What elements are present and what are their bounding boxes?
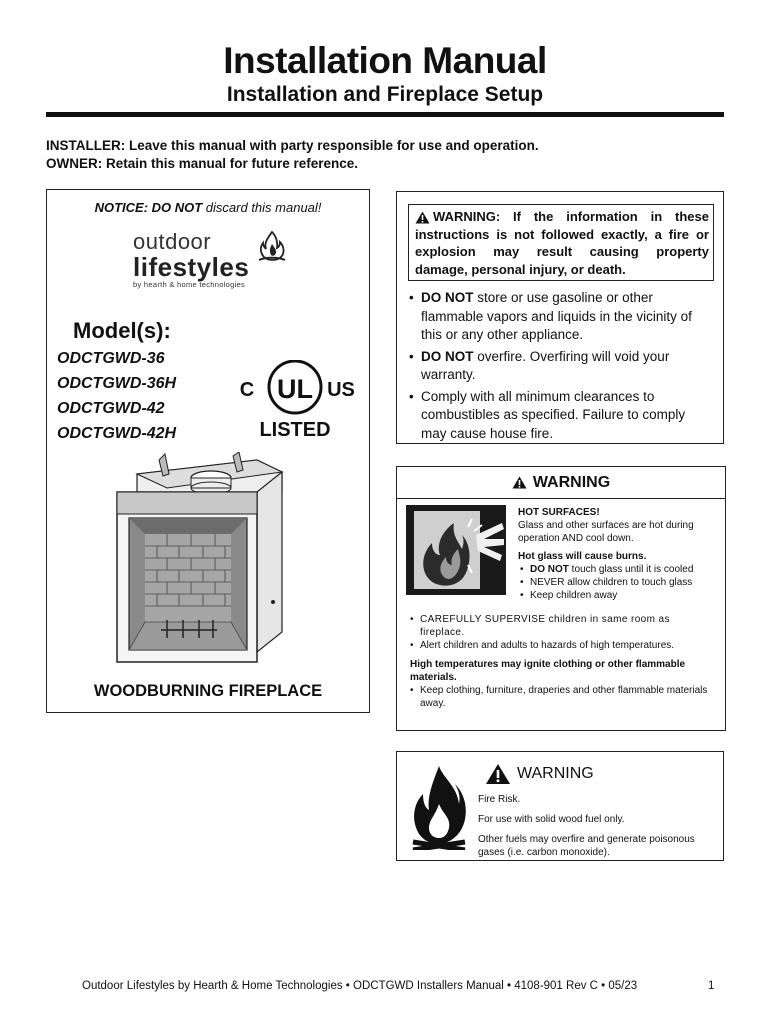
list-item: • Alert children and adults to hazards of high temperatures.	[410, 639, 714, 652]
list-item-text: touch glass until it is cooled	[568, 564, 694, 575]
warning-header	[397, 467, 725, 499]
outdoor-lifestyles-logo	[133, 230, 293, 289]
list-item-text: store or use gasoline or other flammable vapors and liquids in the vicinity of this or any other appliance.	[421, 290, 692, 342]
installer-notes	[46, 137, 539, 173]
model-item: ODCTGWD-36	[57, 350, 165, 367]
list-item: • Keep clothing, furniture, draperies and other flammable materials away.	[410, 684, 714, 710]
page-footer: Outdoor Lifestyles by Hearth & Home Technologies • ODCTGWD Installers Manual • 4108-901 Rev C • 05/23	[82, 980, 638, 992]
list-item-bold: DO NOT	[530, 564, 569, 575]
list-item	[407, 348, 713, 385]
overfire-line: Other fuels may overfire and generate poisonous gases (i.e. carbon monoxide).	[478, 834, 695, 858]
logo-lifestyles: lifestyles	[133, 252, 250, 282]
list-item-text: overfire. Overfiring will void your warranty.	[421, 348, 670, 382]
owner-line: OWNER: Retain this manual for future reference.	[46, 156, 359, 171]
warning-header	[485, 761, 594, 787]
warning-header-text: WARNING	[517, 765, 594, 782]
fuel-line: For use with solid wood fuel only.	[478, 814, 625, 825]
ul-listed: LISTED	[259, 419, 331, 440]
ul-us: US	[327, 379, 355, 401]
list-item	[518, 589, 718, 602]
warning-box-fire-risk	[396, 751, 724, 861]
hot-glass-title: Hot glass will cause burns.	[518, 551, 647, 562]
model-panel	[46, 189, 370, 713]
page-title: Installation Manual	[223, 40, 547, 81]
ul-mark: UL	[277, 374, 313, 404]
model-item: ODCTGWD-42	[57, 400, 165, 417]
warning-list	[407, 289, 713, 446]
logo-outdoor: outdoor	[133, 229, 212, 254]
ul-c: C	[239, 379, 255, 401]
page-subtitle: Installation and Fireplace Setup	[226, 83, 544, 106]
list-item-bold: DO NOT	[421, 290, 474, 305]
warning-box-fire-explosion	[396, 191, 724, 444]
warning-header-text: WARNING	[532, 474, 611, 491]
list-item	[518, 576, 718, 589]
warning-heading-text: WARNING: If the information in these instructions is not followed exactly, a fire or explosion may result causing property damage, personal injury, or death.	[415, 209, 709, 277]
list-item: • CAREFULLY SUPERVISE children in same room as fireplace.	[410, 613, 714, 639]
precautions-list	[410, 613, 714, 652]
warning-box-hot-surfaces	[396, 466, 726, 731]
hot-surfaces-title: HOT SURFACES!	[518, 507, 600, 518]
warning-heading-box	[408, 204, 714, 281]
hot-surfaces-text	[518, 506, 718, 602]
high-temp-warning: High temperatures may ignite clothing or other flammable materials.	[410, 659, 686, 683]
logo-byline: by hearth & home technologies	[133, 280, 246, 289]
list-item-text: NEVER allow children to touch glass	[530, 577, 693, 588]
hot-glass-list	[518, 563, 718, 602]
fire-icon	[409, 764, 469, 850]
flame-logo-icon	[255, 230, 289, 264]
list-item	[407, 289, 713, 345]
hot-glass-hand-icon	[406, 505, 506, 595]
models-title: Model(s):	[73, 318, 171, 343]
installer-line: INSTALLER: Leave this manual with party responsible for use and operation.	[46, 138, 539, 153]
list-item	[518, 563, 718, 576]
fire-risk-line: Fire Risk.	[478, 794, 521, 805]
list-item-bold: DO NOT	[421, 348, 474, 364]
fireplace-caption: WOODBURNING FIREPLACE	[93, 682, 323, 700]
hot-surfaces-precautions	[410, 613, 714, 710]
hot-surfaces-desc: Glass and other surfaces are hot during operation AND cool down.	[518, 520, 694, 544]
fireplace-illustration	[107, 452, 307, 666]
notice-bold: NOTICE: DO NOT	[94, 200, 203, 215]
precautions-list-2	[410, 684, 714, 710]
list-item-text: Keep children away	[530, 590, 618, 601]
list-item-text: Comply with all minimum clearances to combustibles as specified. Failure to comply may cause house fire.	[421, 388, 686, 441]
fire-risk-text	[478, 793, 718, 859]
notice-rest: discard this manual!	[202, 200, 322, 215]
page-number: 1	[708, 980, 715, 992]
warning-triangle-icon	[415, 211, 430, 224]
warning-triangle-icon	[512, 476, 527, 489]
list-item	[407, 388, 713, 444]
notice-line	[47, 200, 369, 215]
model-item: ODCTGWD-36H	[57, 375, 177, 392]
warning-triangle-icon	[485, 763, 511, 785]
title-rule	[46, 112, 724, 117]
model-item: ODCTGWD-42H	[57, 425, 177, 442]
ul-listed-logo	[235, 360, 357, 440]
models-list	[57, 346, 176, 446]
